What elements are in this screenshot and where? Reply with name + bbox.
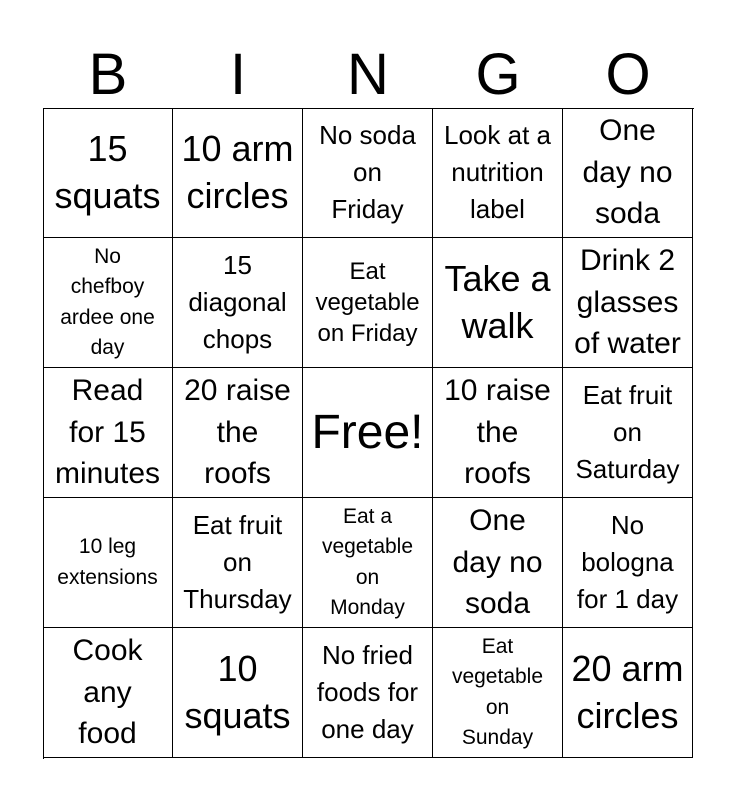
bingo-cell[interactable]: 15 diagonal chops (173, 238, 303, 368)
bingo-cell[interactable]: One day no soda (433, 498, 563, 628)
header-letter-g: G (475, 42, 521, 107)
bingo-cell[interactable]: No fried foods for one day (303, 628, 433, 758)
bingo-cell[interactable]: No chefboy ardee one day (43, 238, 173, 368)
header-letter-o: O (605, 42, 651, 107)
header-letter-n: N (347, 42, 389, 107)
bingo-header (43, 42, 693, 108)
bingo-cell[interactable]: 10 leg extensions (43, 498, 173, 628)
bingo-cell[interactable]: Cook any food (43, 628, 173, 758)
bingo-cell[interactable]: Eat vegetable on Sunday (433, 628, 563, 758)
bingo-cell[interactable]: Look at a nutrition label (433, 108, 563, 238)
bingo-cell[interactable]: 10 squats (173, 628, 303, 758)
bingo-cell[interactable]: Drink 2 glasses of water (563, 238, 693, 368)
bingo-cell[interactable]: 10 raise the roofs (433, 368, 563, 498)
bingo-cell[interactable]: Eat fruit on Saturday (563, 368, 693, 498)
bingo-board (43, 108, 693, 758)
bingo-cell[interactable]: One day no soda (563, 108, 693, 238)
bingo-cell[interactable]: 20 raise the roofs (173, 368, 303, 498)
bingo-cell[interactable]: Take a walk (433, 238, 563, 368)
bingo-cell[interactable]: Eat vegetable on Friday (303, 238, 433, 368)
bingo-cell[interactable]: 10 arm circles (173, 108, 303, 238)
bingo-cell[interactable]: No bologna for 1 day (563, 498, 693, 628)
header-letter-i: I (229, 42, 247, 107)
bingo-cell[interactable]: Eat fruit on Thursday (173, 498, 303, 628)
bingo-cell[interactable]: 20 arm circles (563, 628, 693, 758)
bingo-cell[interactable]: No soda on Friday (303, 108, 433, 238)
bingo-cell[interactable]: Read for 15 minutes (43, 368, 173, 498)
header-letter-b: B (88, 42, 128, 107)
bingo-cell-free[interactable]: Free! (303, 368, 433, 498)
bingo-cell[interactable]: Eat a vegetable on Monday (303, 498, 433, 628)
bingo-cell[interactable]: 15 squats (43, 108, 173, 238)
